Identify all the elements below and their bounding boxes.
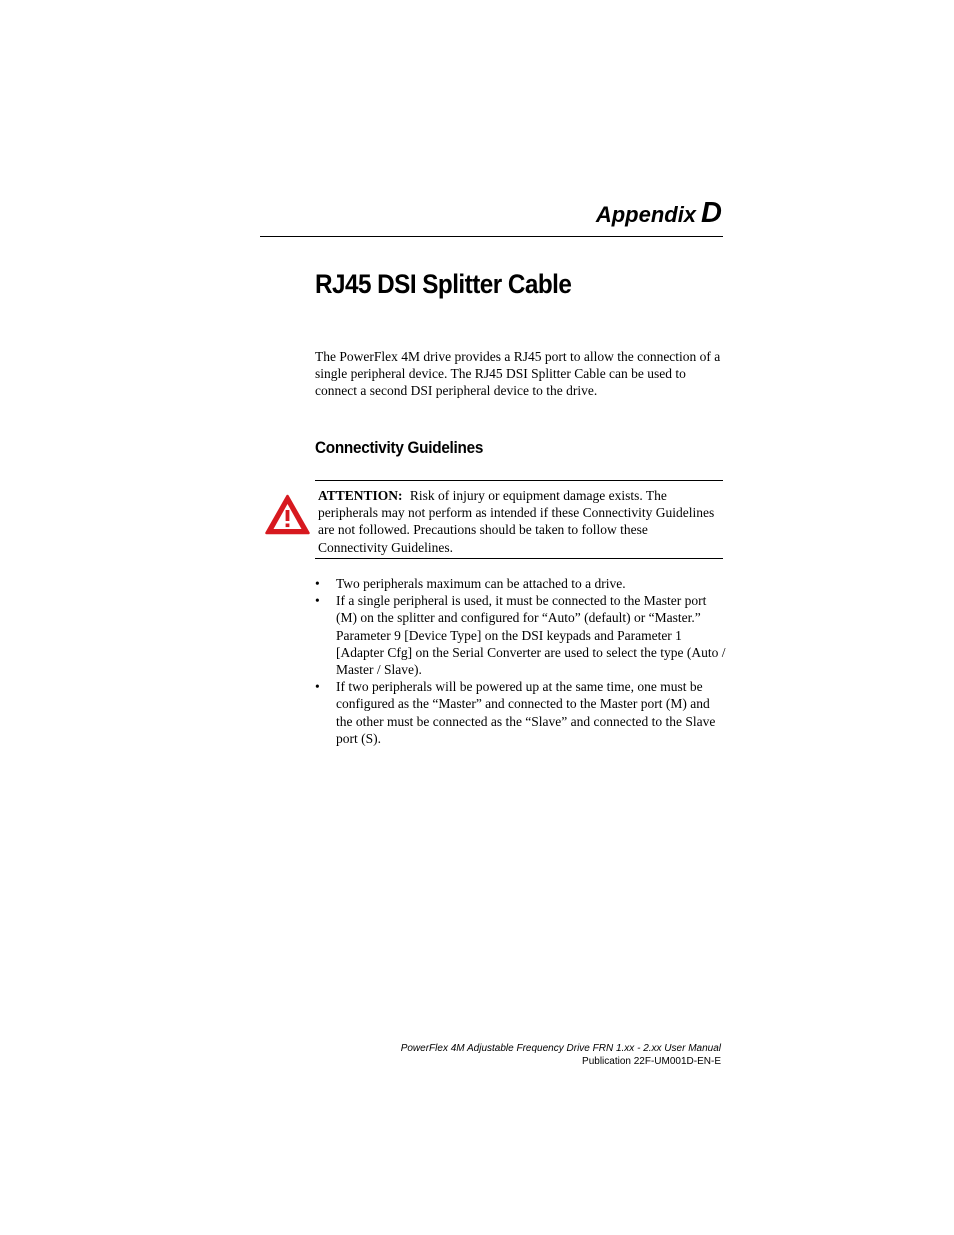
list-item-text: If a single peripheral is used, it must be connected to the Master port (M) on the splitter and configured for “Auto” (default) or “Master.” Parameter 9 [Device Type] on the DSI keypads and Parameter 1 [Adapter Cfg] on the Serial Converter are used to select the type (Auto / Master / Slave). [336, 593, 726, 678]
list-item [315, 678, 727, 747]
footer-publication: Publication 22F-UM001D-EN-E [582, 1055, 721, 1067]
list-item [315, 592, 727, 678]
page-title: RJ45 DSI Splitter Cable [315, 269, 572, 299]
page-footer [401, 1043, 721, 1068]
bullet-mark: • [315, 593, 320, 609]
bullet-mark: • [315, 576, 320, 591]
appendix-label: Appendix [595, 202, 697, 227]
list-item [315, 575, 727, 592]
intro-paragraph: The PowerFlex 4M drive provides a RJ45 port to allow the connection of a single peripheral device. The RJ45 DSI Splitter Cable can be used to connect a second DSI peripheral device to the drive. [315, 349, 721, 399]
attention-box [315, 480, 723, 559]
attention-label: ATTENTION: [318, 488, 403, 503]
attention-text-block [318, 487, 718, 556]
section-title: Connectivity Guidelines [315, 438, 484, 457]
list-item-text: If two peripherals will be powered up at the same time, one must be configured as the “Master” and connected to the Master port (M) and the other must be connected as the “Slave” and connected to the Slave port (S). [336, 679, 716, 746]
header-rule [260, 236, 723, 237]
attention-text: Risk of injury or equipment damage exists. The peripherals may not perform as intended if these Connectivity Guidelines are not followed. Precautions should be taken to follow these Connectivity Guidelines. [318, 488, 715, 555]
bullet-mark: • [315, 679, 320, 695]
footer-manual-title: PowerFlex 4M Adjustable Frequency Drive FRN 1.xx - 2.xx User Manual [400, 1043, 721, 1054]
guidelines-list [315, 575, 727, 747]
list-item-text: Two peripherals maximum can be attached to a drive. [336, 576, 626, 591]
appendix-heading [596, 196, 722, 232]
warning-triangle-icon [264, 493, 311, 536]
appendix-letter: D [701, 197, 722, 229]
